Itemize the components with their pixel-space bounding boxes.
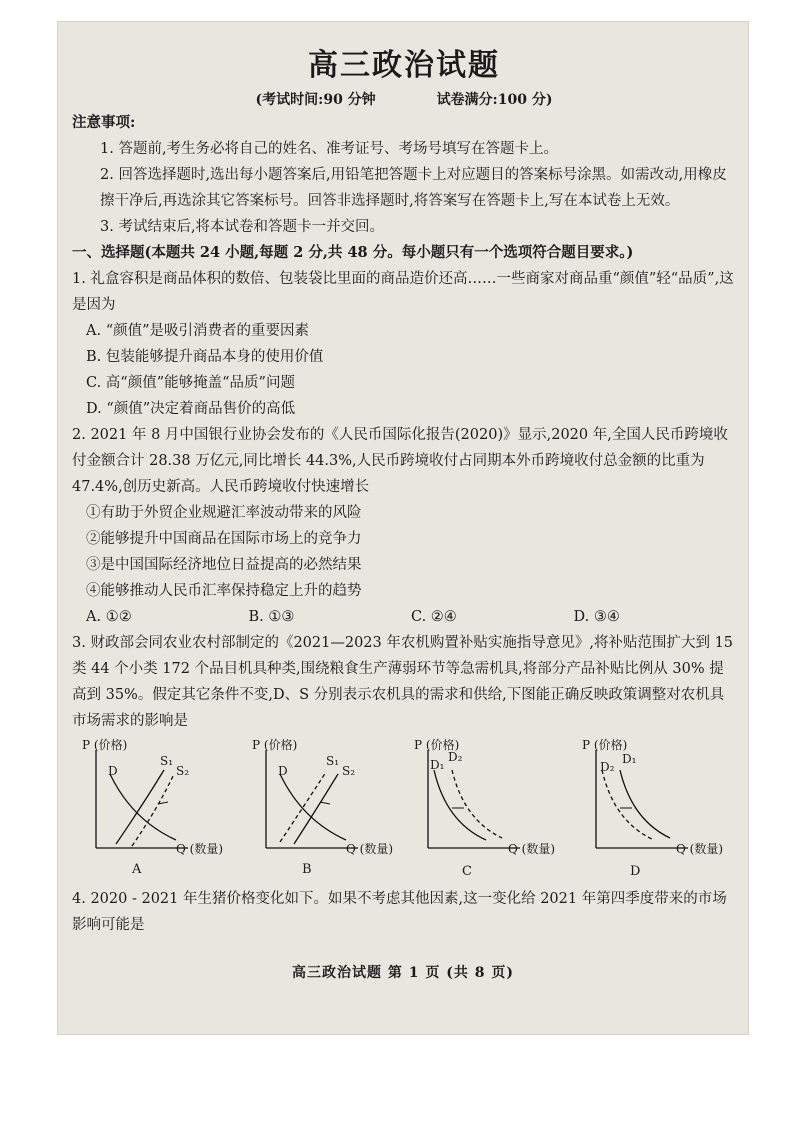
question-1-option-d: D. “颜值”决定着商品售价的高低 [86,401,296,417]
graph-a-s2-label: S₂ [176,764,190,778]
graph-d-curve-d2 [602,770,654,840]
exam-time: (考试时间:90 分钟 [255,92,376,108]
question-1-option-a: A. “颜值”是吸引消费者的重要因素 [86,323,310,339]
question-1-option-c: C. 高“颜值”能够掩盖“品质”问题 [86,375,295,391]
question-2-option-a: A. ①② [86,609,132,625]
graph-d-d2-label: D₂ [600,760,615,774]
question-1-option-b: B. 包装能够提升商品本身的使用价值 [86,349,324,365]
question-2-item-4: ④能够推动人民币汇率保持稳定上升的趋势 [86,583,362,599]
graph-c-p-label: P (价格) [414,738,460,752]
graph-d-letter: D [630,864,641,879]
question-2-option-d: D. ③④ [573,609,620,625]
graph-c-d1-label: D₁ [430,758,445,772]
graph-b-p-label: P (价格) [252,738,298,752]
graph-b-d-label: D [278,764,288,778]
graph-a [80,736,230,886]
graph-d [580,736,730,886]
question-2-option-c: C. ②④ [411,609,457,625]
graph-b-q-label: Q (数量) [346,842,394,856]
notice-item-1: 1. 答题前,考生务必将自己的姓名、准考证号、考场号填写在答题卡上。 [100,141,559,157]
section-heading: 一、选择题(本题共 24 小题,每题 2 分,共 48 分。每小题只有一个选项符合题目要求。) [72,244,634,261]
graph-c-curve-d1 [434,770,486,840]
graph-b-curve-d [280,774,346,840]
graph-a-q-label: Q (数量) [176,842,224,856]
graph-c [412,736,562,886]
graph-d-q-label: Q (数量) [676,842,724,856]
graph-c-d2-label: D₂ [448,750,463,764]
exam-score: 试卷满分:100 分) [436,92,553,108]
graph-c-letter: C [462,864,472,879]
question-2-options [72,604,736,630]
graph-b-curve-s2 [280,772,326,842]
question-3-graphs [72,736,736,886]
graph-b-curve-s1 [294,774,338,844]
page-footer: 高三政治试题 第 1 页 (共 8 页) [292,965,514,981]
page-title: 高三政治试题 [308,48,500,83]
graph-b-s1-label: S₁ [326,754,340,768]
notice-heading: 注意事项: [72,114,136,131]
question-2-option-b: B. ①③ [248,609,295,625]
question-1-stem: 1. 礼盒容积是商品体积的数倍、包装袋比里面的商品造价还高……一些商家对商品重“颜值”轻“品质”,这是因为 [72,271,734,313]
question-3-stem: 3. 财政部会同农业农村部制定的《2021—2023 年农机购置补贴实施指导意见》,将补贴范围扩大到 15 类 44 个小类 172 个品目机具种类,围绕粮食生产薄弱环节等急需机具,将部分产品补贴比例从 30% 提高到 35%。假定其它条件不变,D、S 分别表示农机具的需求和供给,下图能正确反映政策调整对农机具市场需求的影响是 [72,635,734,729]
graph-a-p-label: P (价格) [82,738,128,752]
graph-a-curve-d [110,774,176,840]
notice-item-2: 2. 回答选择题时,选出每小题答案后,用铅笔把答题卡上对应题目的答案标号涂黑。如需改动,用橡皮擦干净后,再选涂其它答案标号。回答非选择题时,将答案写在答题卡上,写在本试卷上无效。 [100,167,727,209]
question-2-item-2: ②能够提升中国商品在国际市场上的竞争力 [86,531,362,547]
exam-info [72,90,736,110]
graph-c-curve-d2 [452,770,502,838]
question-2-item-3: ③是中国国际经济地位日益提高的必然结果 [86,557,362,573]
graph-a-d-label: D [108,764,118,778]
graph-d-curve-d1 [620,770,670,838]
graph-c-q-label: Q (数量) [508,842,556,856]
graph-b-s2-label: S₂ [342,764,356,778]
exam-sheet [58,22,748,1034]
graph-d-p-label: P (价格) [582,738,628,752]
graph-b-arrow [320,802,330,804]
question-2-item-1: ①有助于外贸企业规避汇率波动带来的风险 [86,505,362,521]
graph-a-letter: A [132,862,142,877]
graph-b-letter: B [302,862,312,877]
graph-b-plot [250,736,400,886]
page-content [72,46,736,938]
graph-a-s1-label: S₁ [160,754,174,768]
graph-d-plot [580,736,730,886]
notice-item-3: 3. 考试结束后,将本试卷和答题卡一并交回。 [100,219,385,235]
question-2-stem: 2. 2021 年 8 月中国银行业协会发布的《人民币国际化报告(2020)》显示,2020 年,全国人民币跨境收付金额合计 28.38 万亿元,同比增长 44.3%,人民币跨境收付占同期本外币跨境收付总金额的比重为 47.4%,创历史新高。人民币跨境收付快速增长 [72,427,728,495]
graph-d-d1-label: D₁ [622,752,637,766]
question-4-stem: 4. 2020 - 2021 年生猪价格变化如下。如果不考虑其他因素,这一变化给 2021 年第四季度带来的市场影响可能是 [72,891,727,933]
graph-a-plot [80,736,230,886]
graph-b [250,736,400,886]
